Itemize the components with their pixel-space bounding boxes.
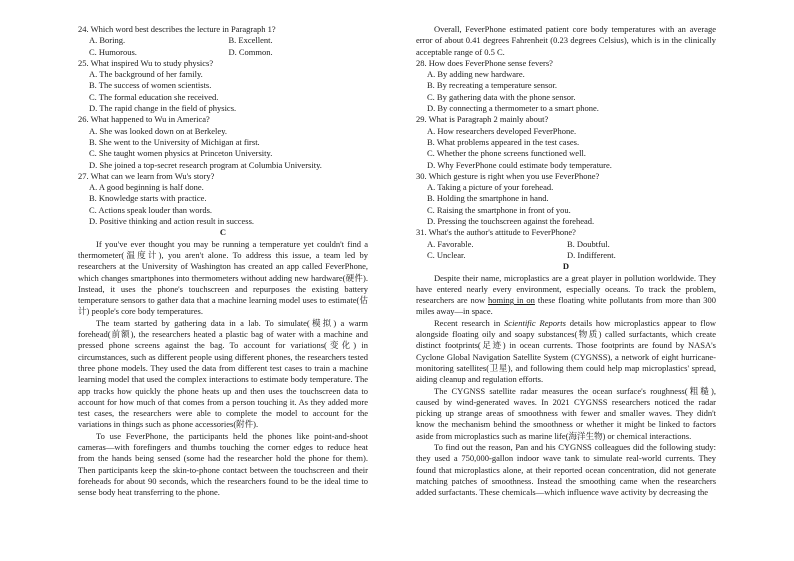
journal-title: Scientific Reports	[504, 317, 566, 328]
question-27: 27. What can we learn from Wu's story?	[78, 170, 215, 181]
option: D. Pressing the touchscreen against the forehead.	[427, 216, 595, 227]
option: A. Favorable.	[427, 238, 474, 249]
passage-paragraph	[416, 273, 716, 318]
option: C. By gathering data with the phone sensor.	[427, 91, 576, 102]
passage-paragraph: To find out the reason, Pan and his CYGNSS colleagues did the following study: they used a 750,000-gallon indoor wave tank to simulate real-world currents. They found that microplastics alone, at their reported ocean concentration, did not generate matching patches of smoothness. Instead the smoothing came when the researchers added surfactants. These chemicals—which influence wave activity by decreasing the	[416, 441, 716, 498]
question-28: 28. How does FeverPhone sense fevers?	[416, 57, 553, 68]
option: A. How researchers developed FeverPhone.	[427, 125, 577, 136]
section-heading-c: C	[219, 227, 227, 238]
option: B. Excellent.	[228, 35, 273, 46]
option: D. Why FeverPhone could estimate body temperature.	[427, 159, 612, 170]
option: D. Indifferent.	[567, 249, 616, 260]
option: D. She joined a top-secret research program at Columbia University.	[89, 159, 322, 170]
option: C. Actions speak louder than words.	[89, 204, 212, 215]
option: A. Taking a picture of your forehead.	[427, 182, 554, 193]
question-24: 24. Which word best describes the lecture in Paragraph 1?	[78, 24, 276, 34]
text-run: Despite their name, microplastics are a great player in pollution worldwide. They have entered nearly every environment, especially oceans. To track the problem, researchers are now	[416, 272, 716, 306]
option: D. Common.	[228, 46, 273, 57]
passage-paragraph: The CYGNSS satellite radar measures the ocean surface's roughness(粗糙), caused by wind-generated waves. In 2021 CYGNSS researchers noticed the radar picking up strange areas of smoothness with fewer and smaller waves. They didn't know the mechanism behind the smoothness or whether it might be linked to factors aside from microplastics such as marine life(海洋生物) or chemical interactions.	[416, 385, 716, 441]
option: C. The formal education she received.	[89, 91, 219, 102]
text-run: details how microplastics appear to flow alongside floating oily and soapy substances(物质) called surfactants, which create distinct footprints(足迹) in ocean currents. Those footprints are found by NASA's Cyclone Global Navigation Satellite System (CYGNSS), a network of eight hurricane-monitoring satellites(卫星), and following them could help map microplastics' spread, aiding cleanup and regulation efforts.	[416, 317, 716, 385]
question-30: 30. Which gesture is right when you use FeverPhone?	[416, 170, 600, 181]
option: A. She was looked down on at Berkeley.	[89, 125, 228, 136]
option: A. The background of her family.	[89, 69, 203, 80]
text-run: these floating white pollutants from more than 300 miles away—in space.	[416, 295, 716, 317]
text-run: Recent research in	[434, 317, 505, 328]
question-24-options-row1	[89, 35, 368, 46]
question-31-options-row2	[427, 250, 716, 261]
option: C. Whether the phone screens functioned well.	[427, 148, 586, 159]
left-column	[78, 24, 368, 498]
option: B. Knowledge starts with practice.	[89, 193, 207, 204]
option: D. By connecting a thermometer to a smart phone.	[427, 103, 599, 114]
passage-paragraph: To use FeverPhone, the participants held the phones like point-and-shoot cameras—with forefingers and thumbs touching the corner edges to reduce heat from the hands being sensed (some had the researcher hold the phone for them). Then participants keep the skin-to-phone contact between the touchscreen and their foreheads for about 90 seconds, which the researchers found to be the ideal time to sense body heat transferring to the phone.	[78, 430, 368, 498]
option: C. She taught women physics at Princeton University.	[89, 148, 273, 159]
option: B. Holding the smartphone in hand.	[427, 193, 549, 204]
right-column	[416, 24, 716, 498]
question-25: 25. What inspired Wu to study physics?	[78, 57, 214, 68]
option: C. Humorous.	[89, 46, 137, 57]
option: B. She went to the University of Michigan at first.	[89, 136, 260, 147]
passage-paragraph: The team started by gathering data in a lab. To simulate(模拟) a warm forehead(前额), the researchers heated a plastic bag of water with a machine and pressed phone screens against the bag. To account for variations(变化) in circumstances, such as different people using different phones, the researchers tested three phone models. They used the data from different test cases to train a machine learning model that used the complex interactions to estimate body temperature. The app tracks how quickly the phone heats up and then uses the touchscreen data to account for how much of that comes from a person touching it. As they added more test cases, the researchers were able to complete the model to account for the variations in things such as phone accessories(附件).	[78, 317, 368, 430]
option: A. A good beginning is half done.	[89, 182, 204, 193]
question-26: 26. What happened to Wu in America?	[78, 114, 210, 125]
option: B. By recreating a temperature sensor.	[427, 80, 558, 91]
option: D. Positive thinking and action result in success.	[89, 216, 255, 227]
option: B. The success of women scientists.	[89, 80, 212, 91]
section-heading-d: D	[562, 261, 570, 272]
passage-paragraph: If you've ever thought you may be running a temperature yet couldn't find a thermometer(温度计), you aren't alone. To address this issue, a team led by researchers at the University of Washington has created an app called FeverPhone, which changes smartphones into thermometers without adding new hardware(硬件). Instead, it uses the phone's touchscreen and repurposes the existing battery temperature sensors to gather data that a machine learning model uses to estimate(估计) people's core body temperatures.	[78, 238, 368, 317]
question-31: 31. What's the author's attitude to FeverPhone?	[416, 227, 576, 238]
option: C. Unclear.	[427, 249, 466, 260]
question-31-options-row1	[427, 239, 716, 250]
underlined-phrase: homing in on	[488, 295, 535, 306]
option: A. By adding new hardware.	[427, 69, 525, 80]
option: D. The rapid change in the field of physics.	[89, 103, 237, 114]
question-24-options-row2	[89, 47, 368, 58]
option: B. What problems appeared in the test cases.	[427, 136, 580, 147]
passage-paragraph: Overall, FeverPhone estimated patient core body temperatures with an average error of about 0.41 degrees Fahrenheit (0.23 degrees Celsius), which is in the clinically acceptable range of 0.5 C.	[416, 24, 716, 57]
option: B. Doubtful.	[567, 238, 610, 249]
passage-paragraph	[416, 318, 716, 386]
option: C. Raising the smartphone in front of you.	[427, 204, 571, 215]
option: A. Boring.	[89, 35, 126, 46]
question-29: 29. What is Paragraph 2 mainly about?	[416, 114, 549, 125]
